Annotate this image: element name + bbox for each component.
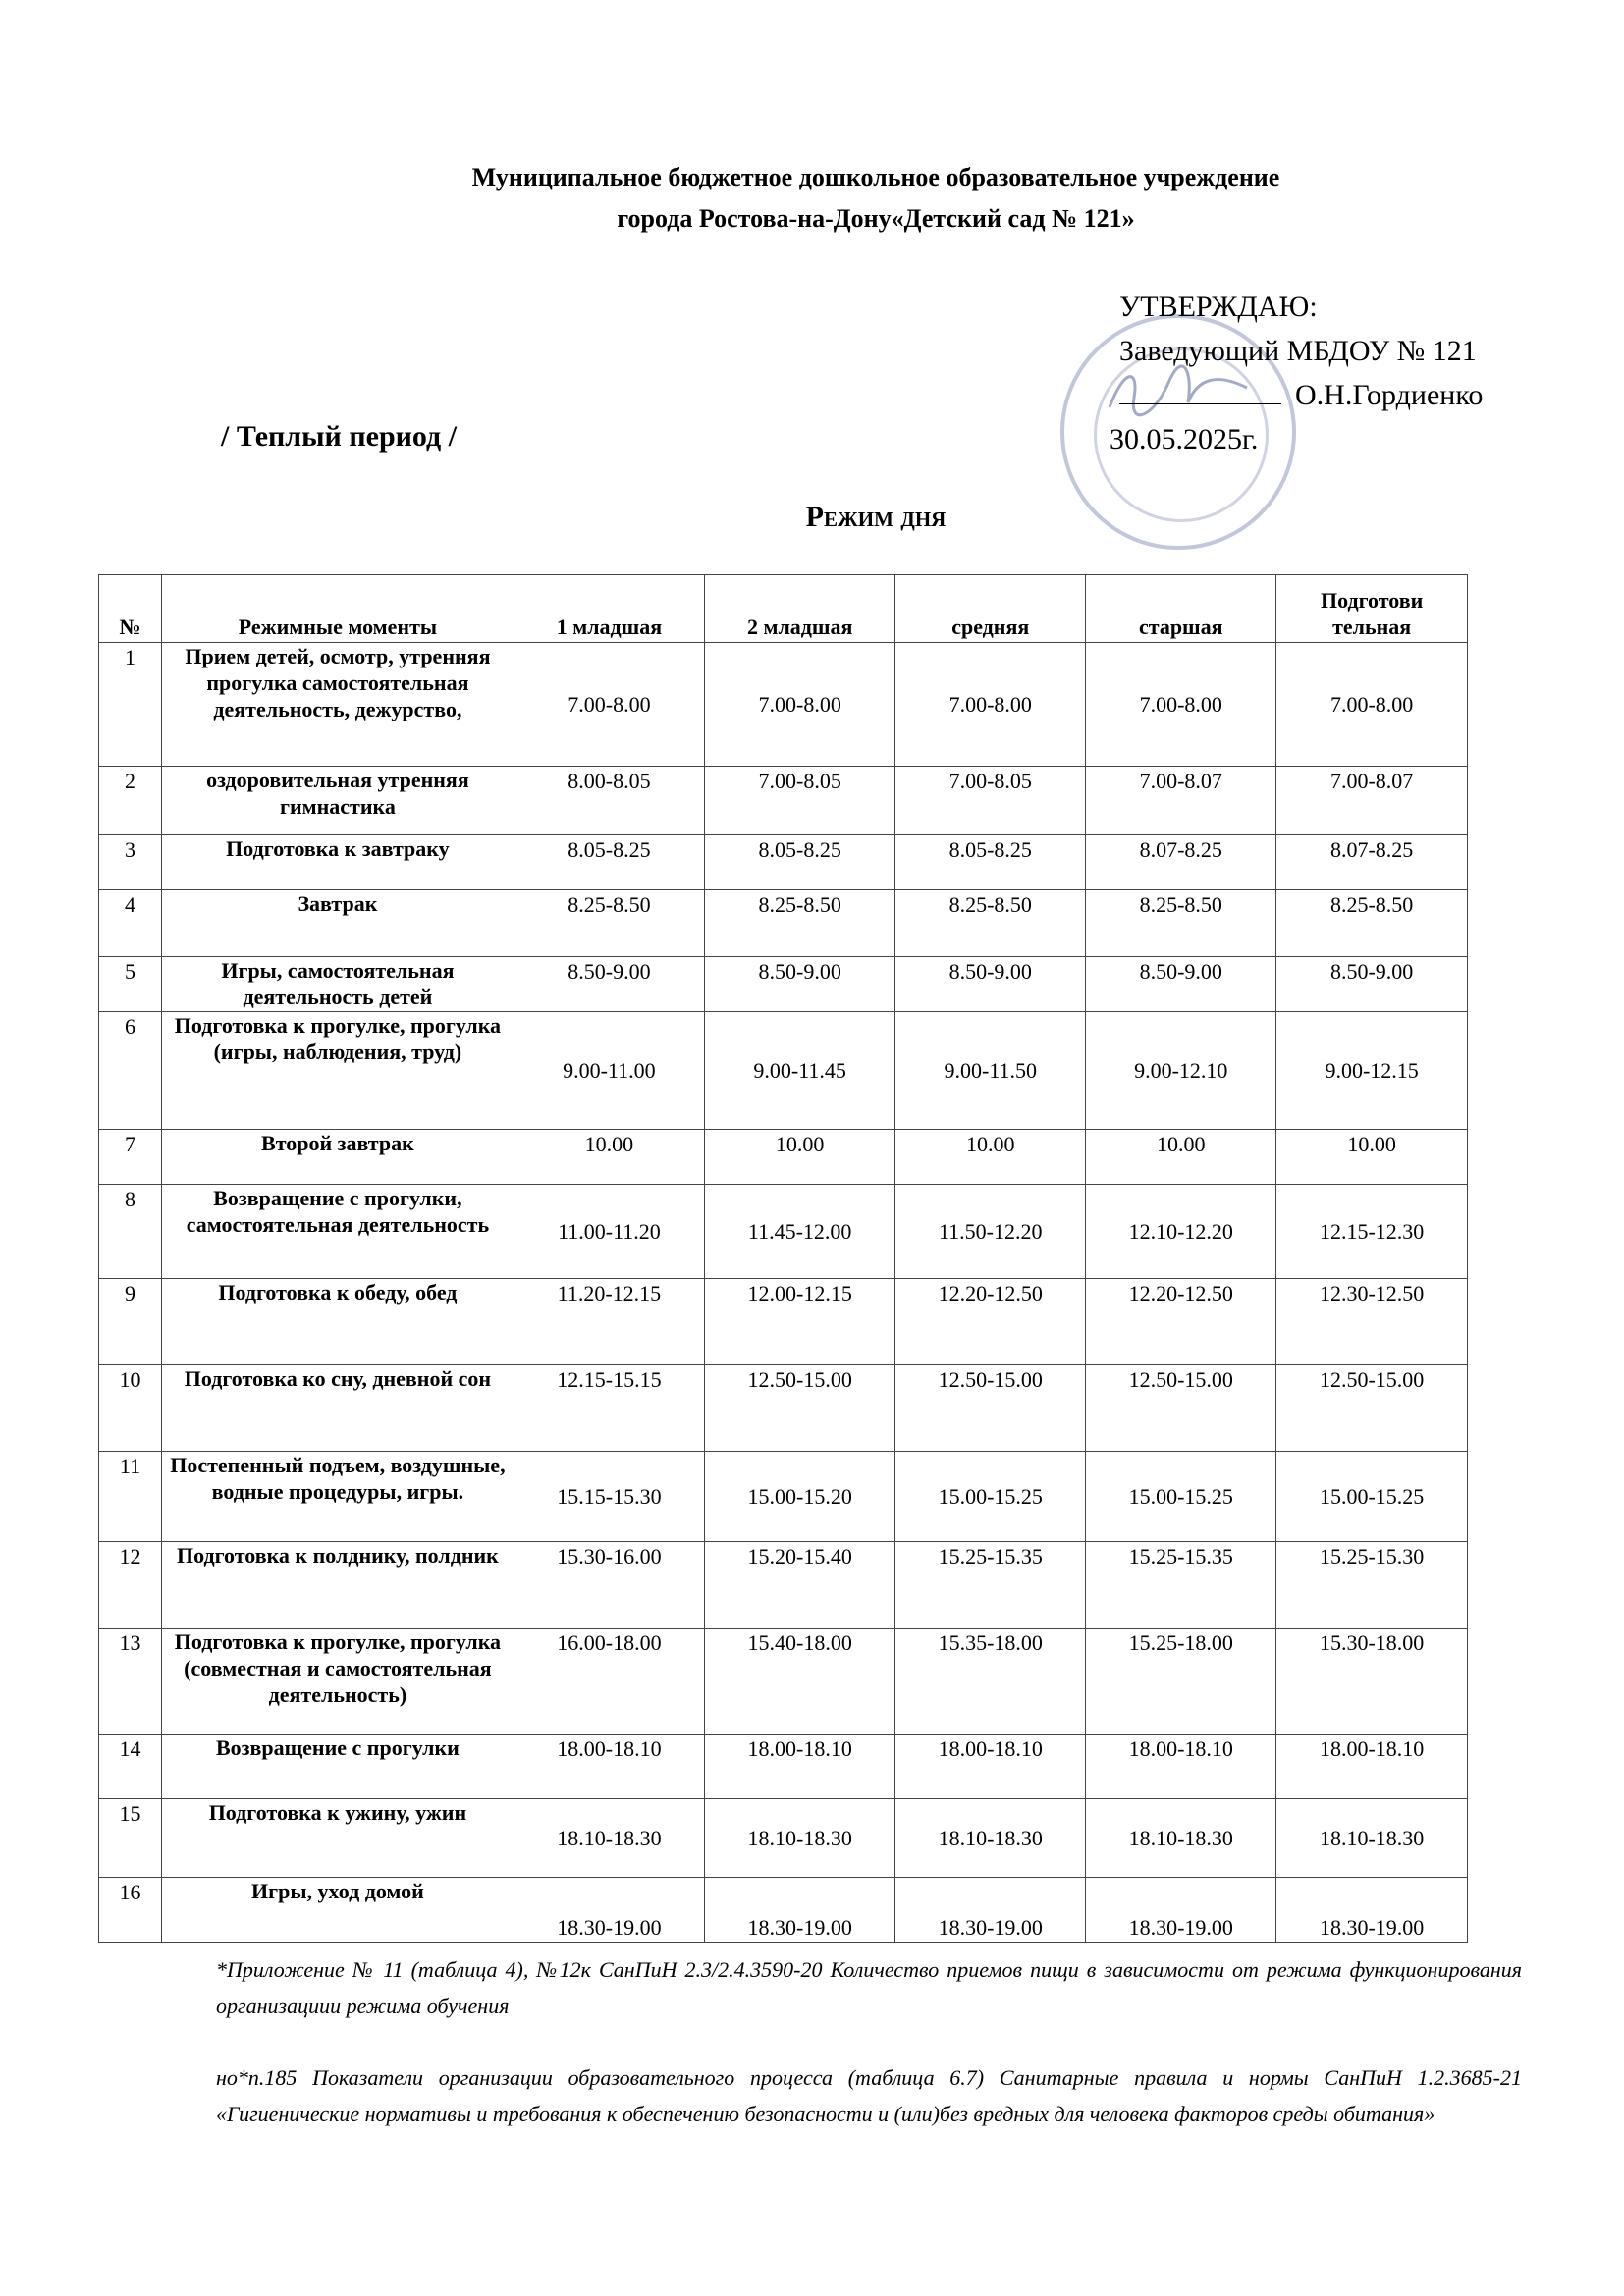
approver-name: О.Н.Гордиенко	[1295, 379, 1484, 411]
table-row	[99, 1365, 1468, 1452]
time-cell: 7.00-8.00	[895, 643, 1086, 767]
activity-cell: Подготовка к ужину, ужин	[162, 1799, 514, 1878]
time-cell: 7.00-8.05	[705, 767, 895, 835]
time-cell: 8.05-8.25	[705, 835, 895, 890]
column-header: 2 младшая	[705, 575, 895, 643]
table-row	[99, 1130, 1468, 1185]
time-cell: 18.00-18.10	[895, 1735, 1086, 1799]
activity-cell: Возвращение с прогулки, самостоятельная деятельность	[162, 1185, 514, 1279]
time-cell: 8.25-8.50	[1086, 890, 1276, 957]
column-header: старшая	[1086, 575, 1276, 643]
time-cell: 9.00-12.10	[1086, 1012, 1276, 1130]
row-number: 10	[99, 1365, 162, 1452]
time-cell: 11.20-12.15	[514, 1279, 704, 1365]
row-number: 12	[99, 1542, 162, 1629]
table-row	[99, 767, 1468, 835]
time-cell: 16.00-18.00	[514, 1629, 704, 1735]
time-cell: 8.50-9.00	[895, 957, 1086, 1012]
time-cell: 15.30-18.00	[1276, 1629, 1468, 1735]
time-cell: 15.00-15.25	[1276, 1452, 1468, 1542]
time-cell: 15.00-15.25	[895, 1452, 1086, 1542]
time-cell: 11.50-12.20	[895, 1185, 1086, 1279]
table-row	[99, 1799, 1468, 1878]
table-row	[99, 1878, 1468, 1943]
table-row	[99, 1012, 1468, 1130]
time-cell: 15.25-15.35	[895, 1542, 1086, 1629]
column-header: средняя	[895, 575, 1086, 643]
column-header: Режимные моменты	[162, 575, 514, 643]
time-cell: 12.20-12.50	[895, 1279, 1086, 1365]
row-number: 6	[99, 1012, 162, 1130]
time-cell: 7.00-8.07	[1086, 767, 1276, 835]
time-cell: 15.25-18.00	[1086, 1629, 1276, 1735]
time-cell: 12.50-15.00	[895, 1365, 1086, 1452]
time-cell: 9.00-11.45	[705, 1012, 895, 1130]
time-cell: 8.07-8.25	[1086, 835, 1276, 890]
time-cell: 8.50-9.00	[514, 957, 704, 1012]
time-cell: 18.30-19.00	[705, 1878, 895, 1943]
time-cell: 8.25-8.50	[1276, 890, 1468, 957]
time-cell: 10.00	[1086, 1130, 1276, 1185]
time-cell: 18.00-18.10	[705, 1735, 895, 1799]
activity-cell: Завтрак	[162, 890, 514, 957]
activity-cell: Игры, уход домой	[162, 1878, 514, 1943]
time-cell: 9.00-11.50	[895, 1012, 1086, 1130]
time-cell: 15.00-15.20	[705, 1452, 895, 1542]
approve-label: УТВЕРЖДАЮ:	[1119, 291, 1318, 323]
time-cell: 7.00-8.00	[514, 643, 704, 767]
schedule-table	[98, 574, 1468, 1943]
time-cell: 18.00-18.10	[1276, 1735, 1468, 1799]
time-cell: 8.00-8.05	[514, 767, 704, 835]
activity-cell: Подготовка к обеду, обед	[162, 1279, 514, 1365]
activity-cell: Подготовка к прогулке, прогулка (игры, наблюдения, труд)	[162, 1012, 514, 1130]
row-number: 4	[99, 890, 162, 957]
time-cell: 18.00-18.10	[514, 1735, 704, 1799]
org-name-line2: города Ростова-на-Дону«Детский сад № 121»	[617, 204, 1135, 233]
row-number: 14	[99, 1735, 162, 1799]
approval-date: 30.05.2025г.	[1110, 423, 1259, 455]
time-cell: 8.50-9.00	[1086, 957, 1276, 1012]
time-cell: 18.10-18.30	[895, 1799, 1086, 1878]
approval-block	[1119, 285, 1483, 417]
time-cell: 18.30-19.00	[895, 1878, 1086, 1943]
table-row	[99, 890, 1468, 957]
row-number: 2	[99, 767, 162, 835]
organization-header	[0, 157, 1624, 240]
time-cell: 15.15-15.30	[514, 1452, 704, 1542]
time-cell: 11.45-12.00	[705, 1185, 895, 1279]
activity-cell: оздоровительная утренняя гимнастика	[162, 767, 514, 835]
time-cell: 12.15-15.15	[514, 1365, 704, 1452]
time-cell: 8.50-9.00	[705, 957, 895, 1012]
time-cell: 15.25-15.30	[1276, 1542, 1468, 1629]
time-cell: 15.25-15.35	[1086, 1542, 1276, 1629]
page-title: Режим дня	[805, 501, 947, 533]
row-number: 15	[99, 1799, 162, 1878]
schedule-body	[99, 643, 1468, 1943]
time-cell: 12.15-12.30	[1276, 1185, 1468, 1279]
time-cell: 18.10-18.30	[705, 1799, 895, 1878]
activity-cell: Игры, самостоятельная деятельность детей	[162, 957, 514, 1012]
time-cell: 18.10-18.30	[514, 1799, 704, 1878]
footnote-1: *Приложение № 11 (таблица 4), №12к СанПиН 2.3/2.4.3590-20 Количество приемов пищи в зависимости от режима функционирования организациии режима обучения	[216, 1957, 1522, 2018]
activity-cell: Возвращение с прогулки	[162, 1735, 514, 1799]
time-cell: 7.00-8.07	[1276, 767, 1468, 835]
footnote-2: но*п.185 Показатели организации образовательного процесса (таблица 6.7) Санитарные правила и нормы СанПиН 1.2.3685-21 «Гигиенические нормативы и требования к обеспечению безопасности и (или)без вредных для человека факторов среды обитания»	[216, 2065, 1522, 2126]
org-name-line1: Муниципальное бюджетное дошкольное образовательное учреждение	[471, 163, 1280, 191]
time-cell: 12.00-12.15	[705, 1279, 895, 1365]
time-cell: 18.10-18.30	[1086, 1799, 1276, 1878]
row-number: 8	[99, 1185, 162, 1279]
activity-cell: Прием детей, осмотр, утренняя прогулка самостоятельная деятельность, дежурство,	[162, 643, 514, 767]
table-row	[99, 1735, 1468, 1799]
time-cell: 10.00	[895, 1130, 1086, 1185]
time-cell: 8.25-8.50	[895, 890, 1086, 957]
table-row	[99, 1452, 1468, 1542]
time-cell: 18.30-19.00	[1086, 1878, 1276, 1943]
time-cell: 18.30-19.00	[514, 1878, 704, 1943]
time-cell: 18.10-18.30	[1276, 1799, 1468, 1878]
time-cell: 8.25-8.50	[514, 890, 704, 957]
table-row	[99, 835, 1468, 890]
table-row	[99, 957, 1468, 1012]
table-row	[99, 1542, 1468, 1629]
time-cell: 7.00-8.00	[1276, 643, 1468, 767]
row-number: 1	[99, 643, 162, 767]
column-header: №	[99, 575, 162, 643]
signature-line	[1119, 378, 1281, 404]
time-cell: 15.20-15.40	[705, 1542, 895, 1629]
time-cell: 8.25-8.50	[705, 890, 895, 957]
time-cell: 18.00-18.10	[1086, 1735, 1276, 1799]
row-number: 11	[99, 1452, 162, 1542]
time-cell: 10.00	[1276, 1130, 1468, 1185]
time-cell: 15.35-18.00	[895, 1629, 1086, 1735]
time-cell: 12.50-15.00	[705, 1365, 895, 1452]
time-cell: 7.00-8.00	[1086, 643, 1276, 767]
row-number: 13	[99, 1629, 162, 1735]
time-cell: 12.20-12.50	[1086, 1279, 1276, 1365]
time-cell: 8.05-8.25	[514, 835, 704, 890]
column-header: Подготови тельная	[1276, 575, 1468, 643]
activity-cell: Подготовка к прогулке, прогулка (совместная и самостоятельная деятельность)	[162, 1629, 514, 1735]
time-cell: 8.50-9.00	[1276, 957, 1468, 1012]
activity-cell: Постепенный подъем, воздушные, водные процедуры, игры.	[162, 1452, 514, 1542]
row-number: 3	[99, 835, 162, 890]
row-number: 7	[99, 1130, 162, 1185]
activity-cell: Подготовка к завтраку	[162, 835, 514, 890]
time-cell: 7.00-8.00	[705, 643, 895, 767]
time-cell: 9.00-12.15	[1276, 1012, 1468, 1130]
column-header: 1 младшая	[514, 575, 704, 643]
time-cell: 18.30-19.00	[1276, 1878, 1468, 1943]
time-cell: 12.50-15.00	[1086, 1365, 1276, 1452]
activity-cell: Подготовка к полднику, полдник	[162, 1542, 514, 1629]
table-row	[99, 643, 1468, 767]
table-row	[99, 1279, 1468, 1365]
period-label: / Теплый период /	[221, 420, 458, 453]
approver-position: Заведующий МБДОУ № 121	[1119, 335, 1477, 367]
time-cell: 15.40-18.00	[705, 1629, 895, 1735]
table-row	[99, 1629, 1468, 1735]
row-number: 9	[99, 1279, 162, 1365]
time-cell: 12.50-15.00	[1276, 1365, 1468, 1452]
time-cell: 11.00-11.20	[514, 1185, 704, 1279]
time-cell: 7.00-8.05	[895, 767, 1086, 835]
time-cell: 8.07-8.25	[1276, 835, 1468, 890]
time-cell: 12.10-12.20	[1086, 1185, 1276, 1279]
table-row	[99, 1185, 1468, 1279]
time-cell: 10.00	[514, 1130, 704, 1185]
time-cell: 10.00	[705, 1130, 895, 1185]
activity-cell: Подготовка ко сну, дневной сон	[162, 1365, 514, 1452]
row-number: 16	[99, 1878, 162, 1943]
time-cell: 15.00-15.25	[1086, 1452, 1276, 1542]
time-cell: 15.30-16.00	[514, 1542, 704, 1629]
time-cell: 9.00-11.00	[514, 1012, 704, 1130]
activity-cell: Второй завтрак	[162, 1130, 514, 1185]
row-number: 5	[99, 957, 162, 1012]
table-header-row	[99, 575, 1468, 643]
time-cell: 12.30-12.50	[1276, 1279, 1468, 1365]
time-cell: 8.05-8.25	[895, 835, 1086, 890]
approver-signature-line	[1119, 373, 1483, 417]
